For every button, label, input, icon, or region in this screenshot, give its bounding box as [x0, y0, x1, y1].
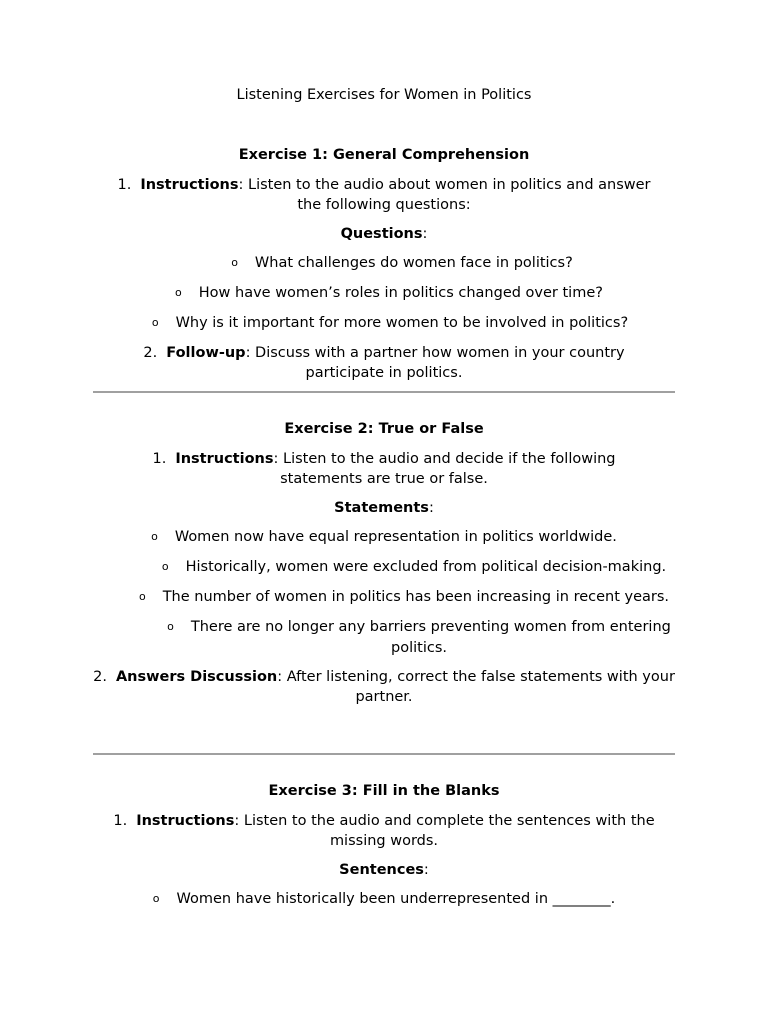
question-text: What challenges do women face in politics?: [254, 255, 573, 271]
question-text: How have women’s roles in politics changed over time?: [198, 285, 603, 301]
questions-label: Questions: [340, 226, 423, 242]
list-item: [93, 527, 675, 548]
sentences-label: Sentences: [339, 862, 424, 878]
exercise-1-section: [93, 145, 675, 392]
instructions-text: : Listen to the audio about women in politics and answer the following questions:: [238, 177, 651, 213]
instructions-label: Instructions: [140, 177, 239, 193]
bullet-icon: o: [152, 892, 160, 905]
statement-text: Historically, women were excluded from political decision-making.: [185, 559, 667, 575]
instructions-label: Instructions: [136, 813, 235, 829]
list-number: 1.: [152, 451, 167, 467]
exercise-3-section: [93, 781, 675, 919]
bullet-icon: o: [138, 590, 146, 603]
list-item: [93, 889, 675, 910]
bullet-icon: o: [161, 560, 169, 573]
document-title: Listening Exercises for Women in Politics: [236, 87, 532, 103]
bullet-icon: o: [167, 620, 174, 633]
sentences-colon: :: [423, 862, 429, 878]
exercise-2-answers-discussion: [93, 667, 675, 707]
list-item: [93, 313, 675, 334]
statements-colon: :: [428, 500, 434, 516]
instructions-text: : Listen to the audio and decide if the following statements are true or false.: [273, 451, 616, 487]
instructions-text: : Listen to the audio and complete the sentences with the missing words.: [234, 813, 655, 849]
bullet-icon: o: [151, 530, 158, 543]
section-divider: [93, 753, 675, 755]
exercise-3-title: Exercise 3: Fill in the Blanks: [268, 783, 500, 799]
list-item: [93, 557, 675, 578]
statements-heading: [93, 498, 675, 518]
questions-colon: :: [422, 226, 428, 242]
instructions-label: Instructions: [175, 451, 274, 467]
question-text: Why is it important for more women to be involved in politics?: [175, 315, 629, 331]
list-item: [93, 253, 675, 274]
exercise-2-instructions: [93, 449, 675, 489]
statement-text: There are no longer any barriers preventing women from entering politics.: [190, 619, 671, 656]
exercise-1-title: Exercise 1: General Comprehension: [238, 147, 530, 163]
statement-text: The number of women in politics has been increasing in recent years.: [162, 589, 670, 605]
bullet-icon: o: [151, 316, 159, 329]
list-number: 1.: [117, 177, 132, 193]
answers-discussion-text: : After listening, correct the false statements with your partner.: [277, 669, 675, 705]
list-item: [93, 283, 675, 304]
follow-up-label: Follow-up: [166, 345, 246, 361]
statement-text: Women now have equal representation in politics worldwide.: [174, 529, 617, 545]
list-item: [93, 617, 675, 658]
follow-up-text: : Discuss with a partner how women in your country participate in politics.: [245, 345, 625, 381]
list-number: 2.: [143, 345, 158, 361]
answers-discussion-label: Answers Discussion: [115, 669, 278, 685]
questions-heading: [93, 224, 675, 244]
list-number: 2.: [93, 669, 107, 685]
exercise-2-title: Exercise 2: True or False: [284, 421, 484, 437]
section-divider: [93, 391, 675, 393]
list-item: [93, 587, 675, 608]
list-number: 1.: [113, 813, 128, 829]
exercise-3-instructions: [93, 811, 675, 851]
bullet-icon: o: [231, 256, 238, 269]
sentence-text: Women have historically been underrepresented in ________.: [176, 891, 616, 907]
exercise-1-instructions: [93, 175, 675, 215]
statements-label: Statements: [334, 500, 429, 516]
sentences-heading: [93, 860, 675, 880]
bullet-icon: o: [175, 286, 182, 299]
exercise-2-section: [93, 419, 675, 716]
exercise-1-follow-up: [93, 343, 675, 383]
